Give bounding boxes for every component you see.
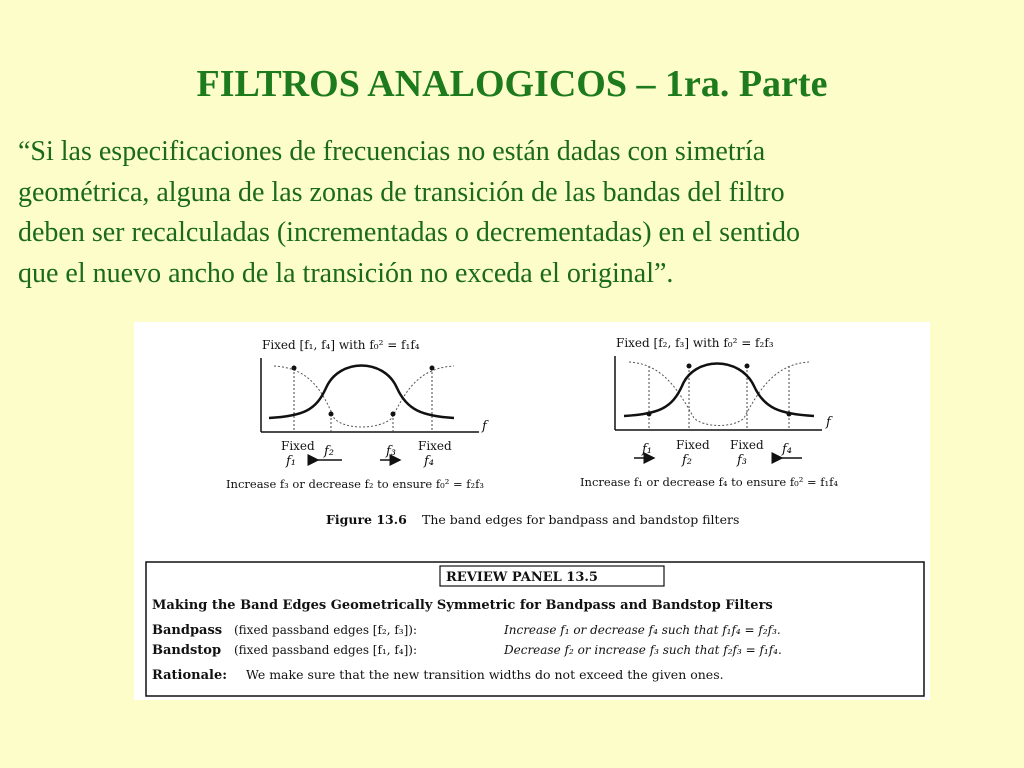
- right-point: [787, 412, 792, 417]
- bandstop-rule: Decrease f₂ or increase f₃ such that f₂f₃ = f₁f₄.: [504, 643, 782, 657]
- left-point: [329, 412, 334, 417]
- right-tick-top: Fixed: [730, 438, 764, 452]
- figure-caption-label: Figure 13.6: [326, 512, 407, 527]
- left-point: [391, 412, 396, 417]
- right-plot-header: Fixed [f₂, f₃] with f₀² = f₂f₃: [616, 336, 774, 350]
- left-tick-bottom: f₂: [324, 444, 335, 459]
- bandpass-rule: Increase f₁ or decrease f₄ such that f₁f₄ = f₂f₃.: [504, 623, 781, 637]
- right-bandpass-curve: [624, 364, 814, 417]
- review-panel: [146, 562, 924, 696]
- left-tick-top: Fixed: [418, 439, 452, 453]
- scanned-figure: [134, 322, 930, 700]
- left-plot: [226, 338, 489, 491]
- left-plot-note: Increase f₃ or decrease f₂ to ensure f₀² = f₂f₃: [226, 477, 484, 491]
- figure-caption-text: The band edges for bandpass and bandstop filters: [422, 512, 740, 527]
- left-bandpass-curve: [269, 366, 454, 419]
- right-point: [647, 412, 652, 417]
- quote-line: geométrica, alguna de las zonas de transición de las bandas del filtro: [18, 176, 785, 208]
- slide-title: FILTROS ANALOGICOS – 1ra. Parte: [196, 63, 828, 105]
- review-panel-heading: Making the Band Edges Geometrically Symmetric for Bandpass and Bandstop Filters: [152, 598, 773, 613]
- rationale-label: Rationale:: [152, 668, 228, 683]
- bandpass-detail: (fixed passband edges [f₂, f₃]):: [234, 623, 418, 637]
- quote-line: “Si las especificaciones de frecuencias no están dadas con simetría: [18, 136, 766, 167]
- right-tick-bottom: f₄: [782, 442, 793, 457]
- left-point: [430, 366, 435, 371]
- right-tick-top: Fixed: [676, 438, 710, 452]
- quote-paragraph: [18, 132, 1008, 294]
- rationale-text: We make sure that the new transition widths do not exceed the given ones.: [246, 667, 724, 682]
- left-axis-label: f: [482, 419, 487, 434]
- left-tick-top: Fixed: [281, 439, 315, 453]
- right-plot-note: Increase f₁ or decrease f₄ to ensure f₀² = f₁f₄: [580, 475, 838, 489]
- right-tick-bottom: f₂: [682, 453, 693, 468]
- bandstop-detail: (fixed passband edges [f₁, f₄]):: [234, 643, 418, 657]
- bandpass-label: Bandpass: [152, 623, 223, 638]
- quote-line: deben ser recalculadas (incrementadas o decrementadas) en el sentido: [18, 217, 801, 248]
- quote-line: que el nuevo ancho de la transición no exceda el original”.: [18, 257, 674, 289]
- figure-svg: [134, 322, 930, 700]
- right-tick-bottom: f₃: [737, 453, 748, 468]
- left-bandstop-dotted: [274, 366, 454, 427]
- left-plot-header: Fixed [f₁, f₄] with f₀² = f₁f₄: [262, 338, 420, 352]
- left-tick-bottom: f₄: [424, 454, 435, 469]
- right-axis-label: f: [826, 415, 831, 430]
- left-point: [292, 366, 297, 371]
- left-tick-bottom: f₃: [386, 444, 397, 459]
- review-panel-header: REVIEW PANEL 13.5: [446, 570, 598, 585]
- right-tick-bottom: f₁: [642, 442, 653, 457]
- right-point: [687, 364, 692, 369]
- right-point: [745, 364, 750, 369]
- right-plot: [580, 336, 838, 489]
- right-bandstop-dotted: [629, 362, 809, 426]
- bandstop-label: Bandstop: [152, 643, 222, 658]
- left-tick-bottom: f₁: [286, 454, 297, 469]
